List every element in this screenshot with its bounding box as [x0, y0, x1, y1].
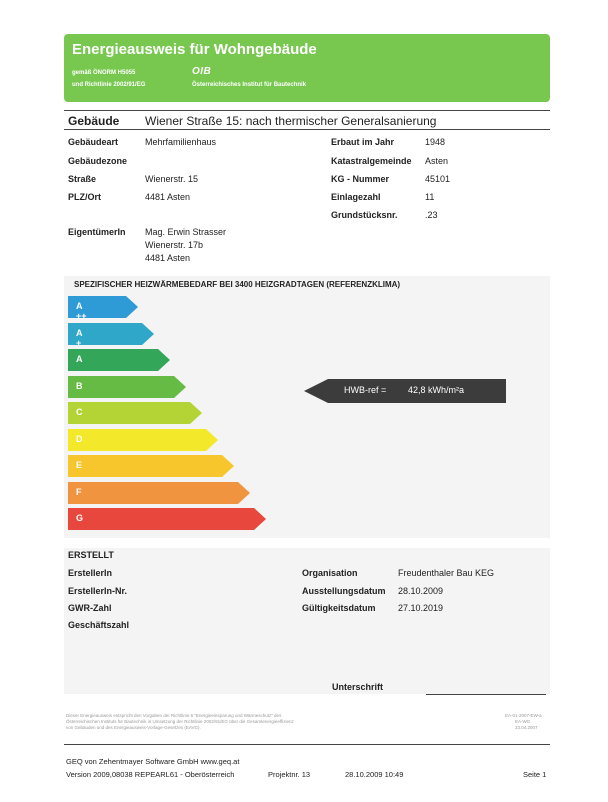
- field-label: KG - Nummer: [331, 174, 390, 184]
- field-label: ErstellerIn: [68, 568, 113, 578]
- project-number: Projektnr. 13: [268, 770, 311, 779]
- field-label: GWR-Zahl: [68, 603, 112, 613]
- signature-line: [426, 694, 546, 695]
- owner-label: EigentümerIn: [68, 227, 126, 237]
- field-label: Grundstücksnr.: [331, 210, 398, 220]
- energy-section-title: SPEZIFISCHER HEIZWÄRMEBEDARF BEI 3400 HEIZGRADTAGEN (REFERENZKLIMA): [74, 280, 401, 289]
- field-value: Wienerstr. 15: [145, 174, 199, 184]
- class-label: E: [76, 460, 83, 470]
- owner-name: Mag. Erwin Strasser: [145, 227, 227, 237]
- field-value: Asten: [425, 156, 449, 166]
- field-label: Gebäudezone: [68, 156, 128, 166]
- class-label: A +: [76, 327, 83, 348]
- owner-street: Wienerstr. 17b: [145, 240, 204, 250]
- field-label: ErstellerIn-Nr.: [68, 586, 128, 596]
- header-banner: [64, 34, 550, 102]
- document-title: Energieausweis für Wohngebäude: [72, 41, 317, 58]
- class-arrow-shape: [68, 349, 170, 371]
- class-arrow-shape: [68, 402, 202, 424]
- field-label: Katastralgemeinde: [331, 156, 412, 166]
- building-label: Gebäude: [68, 114, 120, 128]
- valid-until-value: 27.10.2019: [398, 603, 444, 613]
- organisation-value: Freudenthaler Bau KEG: [398, 568, 495, 578]
- field-value: 4481 Asten: [145, 192, 191, 202]
- class-arrow-shape: [68, 508, 266, 530]
- owner-city: 4481 Asten: [145, 253, 191, 263]
- software-credit: GEQ von Zehentmayer Software GmbH www.geq.at: [66, 757, 240, 766]
- class-label: A: [76, 354, 83, 364]
- field-label: PLZ/Ort: [68, 192, 101, 202]
- norm-reference: gemäß ÖNORM H5055: [72, 70, 136, 76]
- class-label: A ++: [76, 301, 87, 321]
- field-label: Geschäftszahl: [68, 620, 130, 630]
- field-value: 1948: [425, 137, 446, 147]
- directive-reference: und Richtlinie 2002/91/EG: [72, 82, 146, 88]
- field-label: Ausstellungsdatum: [302, 586, 386, 596]
- hwb-arrow: [304, 379, 506, 403]
- divider: [64, 129, 550, 130]
- field-value: 45101: [425, 174, 451, 184]
- hwb-label: HWB-ref =: [344, 385, 387, 395]
- form-reference: EA-01-2007-EW-a: [505, 713, 542, 718]
- class-arrow-shape: [68, 429, 218, 451]
- divider: [64, 110, 550, 111]
- field-value: .23: [425, 210, 438, 220]
- class-label: B: [76, 380, 83, 391]
- field-value: Mehrfamilienhaus: [145, 137, 217, 147]
- field-value: 11: [425, 192, 435, 202]
- fineprint-line: von Gebäuden und des Energieausweis-Vorlage-Gesetzes (EAVG).: [66, 725, 201, 730]
- building-description: Wiener Straße 15: nach thermischer Generalsanierung: [145, 114, 437, 128]
- print-datetime: 28.10.2009 10:49: [345, 770, 404, 779]
- field-label: Straße: [68, 174, 97, 184]
- software-version: Version 2009,08038 REPEARL61 - Oberösterreich: [66, 770, 235, 779]
- form-reference: EA-WG: [515, 719, 531, 724]
- page-number: Seite 1: [523, 770, 547, 779]
- hwb-indicator: [304, 379, 506, 403]
- oib-logo: OIB: [192, 66, 212, 77]
- signature-label: Unterschrift: [332, 682, 384, 692]
- institute-name: Österreichisches Institut für Bautechnik: [192, 82, 307, 88]
- field-label: Organisation: [302, 568, 358, 578]
- field-label: Gültigkeitsdatum: [302, 603, 376, 613]
- field-label: Gebäudeart: [68, 137, 119, 147]
- fineprint-line: Dieser Energieausweis entspricht den Vorgaben der Richtlinie 6 "Energieeinsparung und Wärmeschutz" des: [66, 713, 282, 718]
- issue-date-value: 28.10.2009: [398, 586, 444, 596]
- hwb-value: 42,8 kWh/m²a: [408, 385, 465, 395]
- class-arrow-shape: [68, 455, 234, 477]
- footer-divider: [64, 744, 550, 745]
- class-label: F: [76, 486, 82, 497]
- class-label: D: [76, 433, 83, 444]
- class-arrow-shape: [68, 482, 250, 504]
- class-label: C: [76, 407, 83, 417]
- field-label: Erbaut im Jahr: [331, 137, 395, 147]
- created-title: ERSTELLT: [68, 550, 114, 560]
- class-arrow-shape: [68, 376, 186, 398]
- class-label: G: [76, 513, 84, 523]
- form-reference: 23.04.2007: [515, 725, 538, 730]
- field-label: Einlagezahl: [331, 192, 381, 202]
- fineprint-line: Österreichischen Instituts für Bautechnik in Umsetzung der Richtlinie 2002/91/EG über die Gesamtenergieeffizienz: [66, 719, 294, 724]
